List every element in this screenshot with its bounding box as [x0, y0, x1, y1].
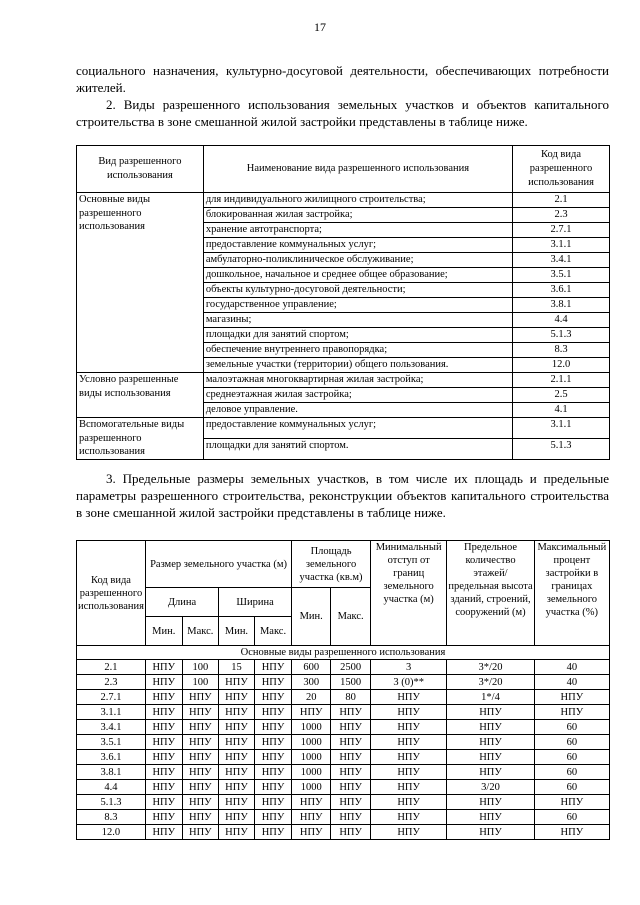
t2-cell: НПУ [447, 720, 534, 735]
t1-use-name: для индивидуального жилищного строительства; [203, 193, 512, 208]
t2-cell: 3*/20 [447, 675, 534, 690]
t2-cell: НПУ [254, 750, 291, 765]
t1-header-category: Вид разрешенного использования [77, 146, 204, 193]
t2-cell: НПУ [145, 750, 182, 765]
t2-row [77, 735, 610, 750]
t2-cell: НПУ [145, 660, 182, 675]
t2-cell: НПУ [292, 705, 331, 720]
t1-use-code: 2.7.1 [513, 223, 610, 238]
t2-cell: 1000 [292, 780, 331, 795]
t2-cell: НПУ [331, 825, 371, 840]
t2-cell: НПУ [219, 825, 255, 840]
t2-header-size: Размер земельного участка (м) [145, 541, 291, 588]
t2-cell: НПУ [331, 750, 371, 765]
t2-cell: НПУ [219, 795, 255, 810]
t2-cell: 3.5.1 [77, 735, 146, 750]
t2-cell: НПУ [254, 765, 291, 780]
t2-cell: НПУ [145, 765, 182, 780]
t1-use-code: 8.3 [513, 343, 610, 358]
t2-cell: 3.8.1 [77, 765, 146, 780]
t1-use-code: 3.8.1 [513, 298, 610, 313]
t1-body [77, 193, 610, 460]
t1-use-code: 3.5.1 [513, 268, 610, 283]
parameters-table [76, 540, 610, 840]
t2-cell: 60 [534, 810, 609, 825]
t2-cell: НПУ [182, 735, 218, 750]
t2-cell: 60 [534, 750, 609, 765]
permitted-use-table [76, 145, 610, 460]
t2-cell: НПУ [182, 795, 218, 810]
t2-row [77, 690, 610, 705]
t2-row [77, 705, 610, 720]
t2-cell: 2.1 [77, 660, 146, 675]
t1-use-code: 3.1.1 [513, 238, 610, 253]
t1-use-name: среднеэтажная жилая застройка; [203, 388, 512, 403]
t1-category: Вспомогательные виды разрешенного использования [77, 418, 204, 460]
t2-cell: НПУ [254, 825, 291, 840]
t2-cell: НПУ [145, 720, 182, 735]
t2-cell: НПУ [370, 720, 446, 735]
t2-cell: НПУ [254, 660, 291, 675]
t2-cell: 20 [292, 690, 331, 705]
t1-use-name: блокированная жилая застройка; [203, 208, 512, 223]
t2-cell: НПУ [145, 780, 182, 795]
t2-cell: НПУ [254, 690, 291, 705]
t2-cell: НПУ [254, 720, 291, 735]
t2-cell: НПУ [145, 795, 182, 810]
t1-use-code: 2.1 [513, 193, 610, 208]
t2-cell: НПУ [370, 795, 446, 810]
t2-cell: НПУ [370, 705, 446, 720]
t2-cell: НПУ [219, 720, 255, 735]
t2-cell: 3*/20 [447, 660, 534, 675]
t2-header-floors: Предельное количество этажей/ предельная высота зданий, строений, сооружений (м) [447, 541, 534, 646]
t2-cell: 300 [292, 675, 331, 690]
t1-category: Основные виды разрешенного использования [77, 193, 204, 373]
t2-cell: 3.1.1 [77, 705, 146, 720]
t1-use-code: 2.3 [513, 208, 610, 223]
t2-cell: НПУ [145, 705, 182, 720]
paragraph-2: 2. Виды разрешенного использования земельных участков и объектов капитального строительства в зоне смешанной жилой застройки представлены в таблице ниже. [76, 97, 609, 129]
t2-cell: НПУ [370, 750, 446, 765]
t2-cell: НПУ [292, 810, 331, 825]
t1-use-name: объекты культурно-досуговой деятельности; [203, 283, 512, 298]
t2-header-offset: Минимальный отступ от границ земельного участка (м) [370, 541, 446, 646]
t2-cell: НПУ [145, 810, 182, 825]
t2-cell: НПУ [331, 795, 371, 810]
t2-cell: 100 [182, 675, 218, 690]
t2-cell: НПУ [182, 690, 218, 705]
t2-cell: 3 [370, 660, 446, 675]
t2-cell: НПУ [219, 705, 255, 720]
t1-use-name: предоставление коммунальных услуг; [203, 238, 512, 253]
t2-cell: НПУ [331, 705, 371, 720]
t2-cell: 4.4 [77, 780, 146, 795]
t1-use-name: деловое управление. [203, 403, 512, 418]
t2-cell: НПУ [370, 765, 446, 780]
t1-use-code: 3.6.1 [513, 283, 610, 298]
t2-cell: НПУ [534, 825, 609, 840]
t2-row [77, 810, 610, 825]
t2-cell: 3/20 [447, 780, 534, 795]
t2-cell: 12.0 [77, 825, 146, 840]
t2-cell: НПУ [182, 750, 218, 765]
t2-header-percent: Максимальный процент застройки в границах земельного участка (%) [534, 541, 609, 646]
t2-cell: НПУ [447, 810, 534, 825]
t2-cell: НПУ [145, 675, 182, 690]
t1-use-code: 4.4 [513, 313, 610, 328]
t2-header-code: Код вида разрешенного использования [77, 541, 146, 646]
t2-cell: 2.7.1 [77, 690, 146, 705]
t2-cell: 40 [534, 660, 609, 675]
t2-header-length: Длина [145, 588, 218, 617]
t2-cell: НПУ [145, 735, 182, 750]
t2-cell: НПУ [182, 765, 218, 780]
t2-body [77, 660, 610, 840]
t2-row [77, 795, 610, 810]
t2-cell: НПУ [182, 810, 218, 825]
t2-header-area-min: Мин. [292, 588, 331, 646]
paragraph-3: 3. Предельные размеры земельных участков, в том числе их площадь и предельные параметры разрешенного строительства, реконструкции объектов капитального строительства в зоне смешанной жилой застройки представлены в таблице ниже. [76, 471, 609, 520]
t2-cell: 2500 [331, 660, 371, 675]
t2-cell: НПУ [534, 705, 609, 720]
t1-row [77, 418, 610, 439]
t2-cell: НПУ [447, 735, 534, 750]
t2-cell: НПУ [331, 810, 371, 825]
t2-cell: 3.6.1 [77, 750, 146, 765]
t2-cell: 80 [331, 690, 371, 705]
t2-header-area-max: Макс. [331, 588, 371, 646]
t2-cell: НПУ [182, 825, 218, 840]
t2-section-title: Основные виды разрешенного использования [77, 646, 610, 660]
t2-cell: 3.4.1 [77, 720, 146, 735]
t1-category: Условно разрешенные виды использования [77, 373, 204, 418]
t1-use-name: дошкольное, начальное и среднее общее образование; [203, 268, 512, 283]
t2-header-area: Площадь земельного участка (кв.м) [292, 541, 371, 588]
t2-cell: НПУ [182, 705, 218, 720]
t2-row [77, 765, 610, 780]
t2-cell: 60 [534, 735, 609, 750]
t2-cell: НПУ [182, 780, 218, 795]
t1-use-name: малоэтажная многоквартирная жилая застройка; [203, 373, 512, 388]
t1-use-code: 2.1.1 [513, 373, 610, 388]
t2-cell: НПУ [292, 795, 331, 810]
t2-cell: 600 [292, 660, 331, 675]
t2-cell: 60 [534, 765, 609, 780]
t2-cell: НПУ [331, 720, 371, 735]
t2-cell: 1000 [292, 720, 331, 735]
t2-cell: НПУ [219, 810, 255, 825]
t1-use-name: амбулаторно-поликлиническое обслуживание; [203, 253, 512, 268]
t2-header-width-min: Мин. [219, 617, 255, 646]
t2-cell: НПУ [219, 780, 255, 795]
t2-row [77, 675, 610, 690]
t2-header-length-max: Макс. [182, 617, 218, 646]
t2-cell: НПУ [370, 735, 446, 750]
t2-cell: НПУ [254, 735, 291, 750]
t1-use-name: предоставление коммунальных услуг; [203, 418, 512, 439]
t2-row [77, 780, 610, 795]
t2-row [77, 825, 610, 840]
t2-cell: НПУ [370, 780, 446, 795]
t2-cell: НПУ [145, 690, 182, 705]
t1-use-name: площадки для занятий спортом; [203, 328, 512, 343]
t2-cell: НПУ [534, 795, 609, 810]
t2-cell: НПУ [182, 720, 218, 735]
t1-use-name: площадки для занятий спортом. [203, 438, 512, 459]
t2-cell: НПУ [254, 705, 291, 720]
t2-cell: НПУ [145, 825, 182, 840]
t2-cell: 1000 [292, 750, 331, 765]
t2-cell: 1500 [331, 675, 371, 690]
t2-cell: НПУ [370, 825, 446, 840]
intro-paragraph: социального назначения, культурно-досуговой деятельности, обеспечивающих потребности жителей. [76, 63, 609, 95]
t1-use-code: 5.1.3 [513, 328, 610, 343]
t2-cell: НПУ [447, 795, 534, 810]
t1-use-name: государственное управление; [203, 298, 512, 313]
t2-cell: НПУ [254, 795, 291, 810]
t2-cell: НПУ [331, 765, 371, 780]
t2-cell: 5.1.3 [77, 795, 146, 810]
t2-cell: НПУ [534, 690, 609, 705]
t2-cell: 60 [534, 780, 609, 795]
t2-cell: 1*/4 [447, 690, 534, 705]
t2-cell: НПУ [292, 825, 331, 840]
t2-cell: НПУ [219, 735, 255, 750]
t2-cell: 2.3 [77, 675, 146, 690]
t1-row [77, 373, 610, 388]
page-number: 17 [314, 20, 326, 34]
t2-cell: НПУ [447, 750, 534, 765]
t2-cell: 3 (0)** [370, 675, 446, 690]
t2-cell: 8.3 [77, 810, 146, 825]
t2-header-width-max: Макс. [254, 617, 291, 646]
t2-cell: НПУ [254, 675, 291, 690]
t1-use-code: 5.1.3 [513, 438, 610, 459]
t1-row [77, 193, 610, 208]
t2-cell: НПУ [254, 780, 291, 795]
t2-row [77, 720, 610, 735]
t2-cell: НПУ [370, 690, 446, 705]
t1-use-name: хранение автотранспорта; [203, 223, 512, 238]
t1-header-code: Код вида разрешенного использования [513, 146, 610, 193]
t2-cell: НПУ [219, 690, 255, 705]
t2-cell: 1000 [292, 765, 331, 780]
t2-cell: НПУ [254, 810, 291, 825]
t1-use-code: 4.1 [513, 403, 610, 418]
t2-header-width: Ширина [219, 588, 292, 617]
t1-use-code: 3.1.1 [513, 418, 610, 439]
t2-cell: НПУ [219, 750, 255, 765]
t2-cell: 1000 [292, 735, 331, 750]
t2-cell: НПУ [331, 780, 371, 795]
t2-cell: НПУ [447, 705, 534, 720]
t2-cell: 15 [219, 660, 255, 675]
t2-cell: НПУ [219, 675, 255, 690]
t2-cell: НПУ [219, 765, 255, 780]
t1-use-name: магазины; [203, 313, 512, 328]
t2-row [77, 750, 610, 765]
t1-header-name: Наименование вида разрешенного использования [203, 146, 512, 193]
t1-use-name: обеспечение внутреннего правопорядка; [203, 343, 512, 358]
t2-cell: НПУ [447, 825, 534, 840]
t1-use-code: 2.5 [513, 388, 610, 403]
t2-row [77, 660, 610, 675]
t2-cell: 60 [534, 720, 609, 735]
t2-cell: НПУ [370, 810, 446, 825]
t2-cell: 40 [534, 675, 609, 690]
t1-use-code: 3.4.1 [513, 253, 610, 268]
t2-cell: НПУ [447, 765, 534, 780]
t2-header-length-min: Мин. [145, 617, 182, 646]
t1-use-name: земельные участки (территории) общего пользования. [203, 358, 512, 373]
t2-cell: 100 [182, 660, 218, 675]
t1-use-code: 12.0 [513, 358, 610, 373]
t2-cell: НПУ [331, 735, 371, 750]
